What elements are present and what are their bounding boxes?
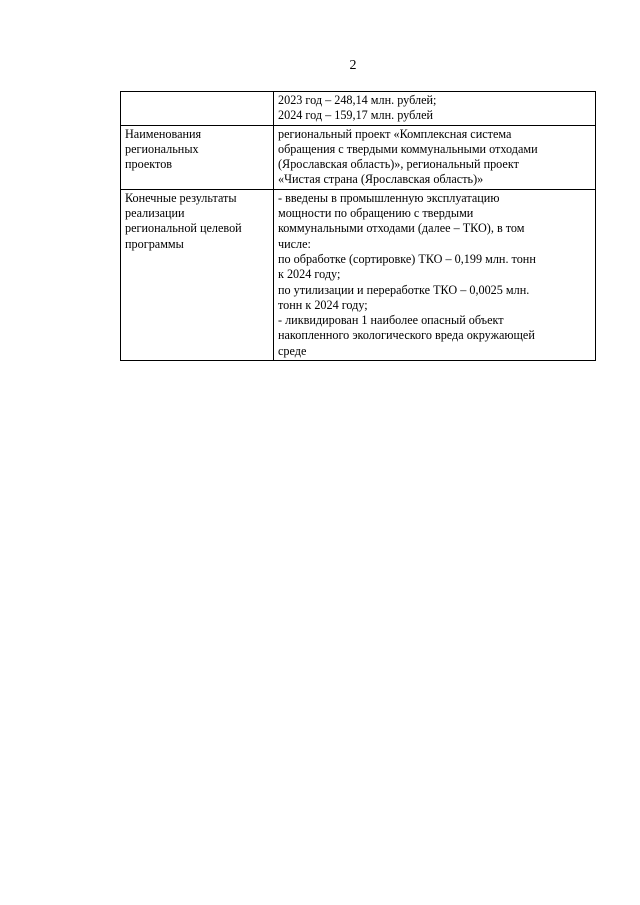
label-line: региональных bbox=[125, 141, 199, 156]
value-line: по обработке (сортировке) ТКО – 0,199 млн. тонн bbox=[278, 251, 536, 266]
value-line: среде bbox=[278, 343, 307, 358]
table-row-final-results bbox=[121, 189, 596, 360]
value-line: к 2024 году; bbox=[278, 267, 341, 282]
value-line: числе: bbox=[278, 236, 311, 251]
row-label-cell bbox=[121, 189, 274, 360]
label-line: Конечные результаты bbox=[125, 190, 237, 205]
value-line: накопленного экологического вреда окружающей bbox=[278, 328, 535, 343]
table-row-regional-projects bbox=[121, 125, 596, 189]
value-line: - введены в промышленную эксплуатацию bbox=[278, 190, 500, 205]
label-line: проектов bbox=[125, 157, 173, 172]
value-line: - ликвидирован 1 наиболее опасный объект bbox=[278, 313, 504, 328]
label-line: программы bbox=[125, 236, 184, 251]
value-line: коммунальными отходами (далее – ТКО), в том bbox=[278, 221, 525, 236]
row-label-cell bbox=[121, 125, 274, 189]
value-line: обращения с твердыми коммунальными отходами bbox=[278, 141, 538, 156]
value-line: по утилизации и переработке ТКО – 0,0025 млн. bbox=[278, 282, 530, 297]
funding-line-2024: 2024 год – 159,17 млн. рублей bbox=[278, 108, 433, 123]
row-value-cell bbox=[274, 189, 596, 360]
row-value-cell bbox=[274, 92, 596, 126]
row-value-cell bbox=[274, 125, 596, 189]
label-line: Наименования bbox=[125, 126, 202, 141]
row-label-cell bbox=[121, 92, 274, 126]
page-number: 2 bbox=[349, 58, 357, 73]
value-line: (Ярославская область)», региональный проект bbox=[278, 157, 519, 172]
label-line: региональной целевой bbox=[125, 221, 242, 236]
program-passport-table bbox=[120, 91, 596, 361]
value-line: мощности по обращению с твердыми bbox=[278, 206, 474, 221]
table-row-funding-continuation bbox=[121, 92, 596, 126]
funding-line-2023: 2023 год – 248,14 млн. рублей; bbox=[278, 93, 437, 107]
value-line: «Чистая страна (Ярославская область)» bbox=[278, 172, 484, 187]
value-line: региональный проект «Комплексная система bbox=[278, 126, 512, 141]
label-line: реализации bbox=[125, 206, 185, 221]
value-line: тонн к 2024 году; bbox=[278, 297, 368, 312]
